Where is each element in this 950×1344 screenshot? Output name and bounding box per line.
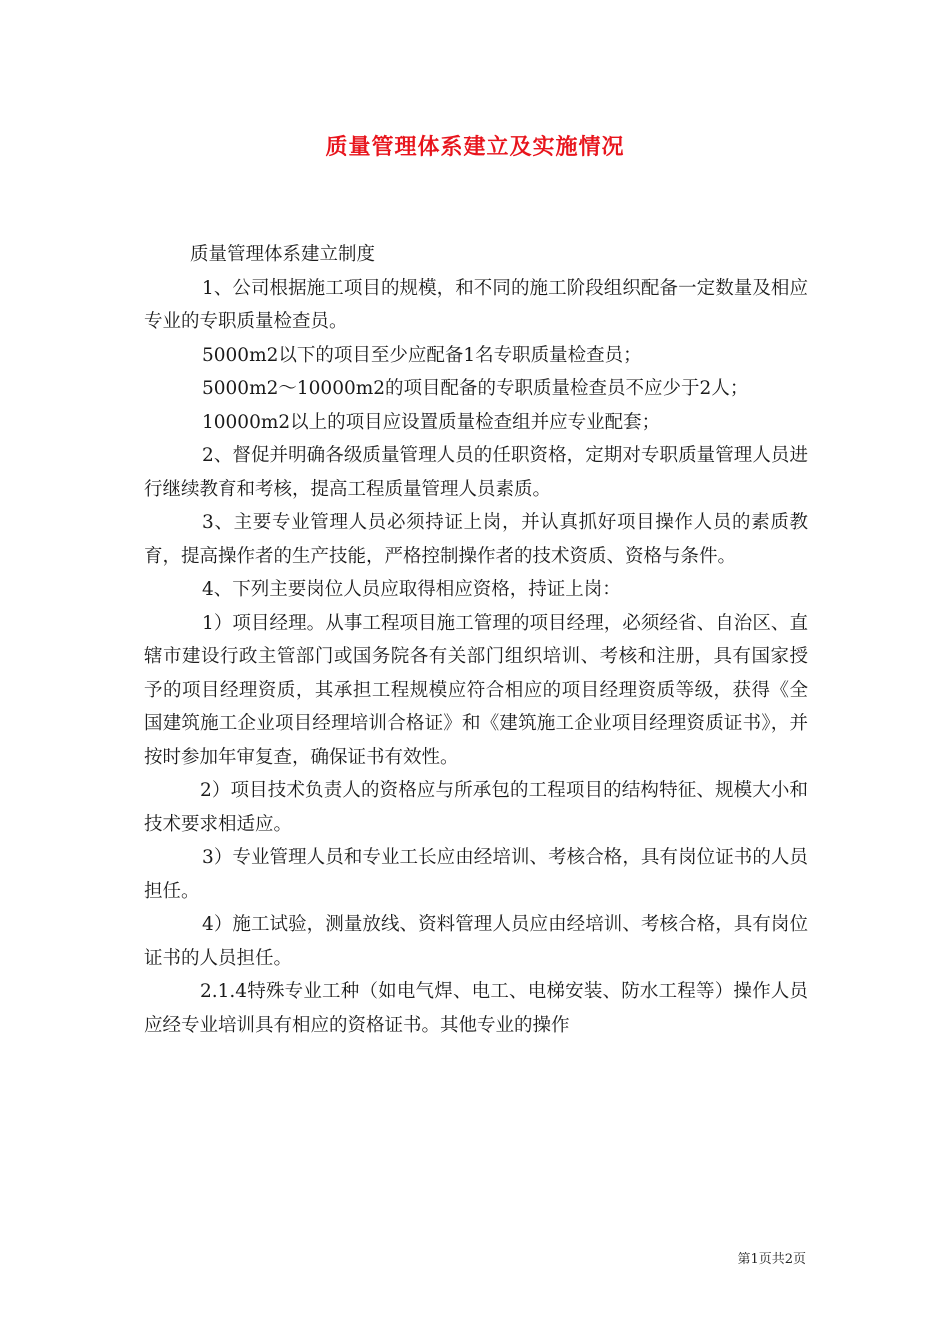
paragraph: 2.1.4特殊专业工种（如电气焊、电工、电梯安装、防水工程等）操作人员应经专业培训具有相应的资格证书。其他专业的操作 xyxy=(144,981,808,1036)
page-number: 第1页共2页 xyxy=(737,1252,806,1267)
paragraph-heading: 质量管理体系建立制度 xyxy=(190,244,376,265)
paragraph: 1、公司根据施工项目的规模，和不同的施工阶段组织配备一定数量及相应专业的专职质量检查员。 xyxy=(144,277,808,332)
paragraph: 2、督促并明确各级质量管理人员的任职资格，定期对专职质量管理人员进行继续教育和考核，提高工程质量管理人员素质。 xyxy=(144,445,808,500)
paragraph: 5000m2以下的项目至少应配备1名专职质量检查员； xyxy=(202,344,642,366)
paragraph: 3、主要专业管理人员必须持证上岗，并认真抓好项目操作人员的素质教育，提高操作者的生产技能，严格控制操作者的技术资质、资格与条件。 xyxy=(144,512,808,567)
document-body xyxy=(144,238,808,1042)
paragraph: 4）施工试验，测量放线、资料管理人员应由经培训、考核合格，具有岗位证书的人员担任。 xyxy=(144,914,808,969)
paragraph: 3）专业管理人员和专业工长应由经培训、考核合格，具有岗位证书的人员担任。 xyxy=(144,847,808,902)
paragraph: 4、下列主要岗位人员应取得相应资格，持证上岗： xyxy=(202,579,621,600)
paragraph: 5000m2～10000m2的项目配备的专职质量检查员不应少于2人； xyxy=(202,378,749,399)
paragraph: 2）项目技术负责人的资格应与所承包的工程项目的结构特征、规模大小和技术要求相适应。 xyxy=(144,780,808,835)
paragraph: 10000m2以上的项目应设置质量检查组并应专业配套； xyxy=(202,411,661,433)
paragraph: 1）项目经理。从事工程项目施工管理的项目经理，必须经省、自治区、直辖市建设行政主管部门或国务院各有关部门组织培训、考核和注册，具有国家授予的项目经理资质，其承担工程规模应符合相应的项目经理资质等级，获得《全国建筑施工企业项目经理培训合格证》和《建筑施工企业项目经理资质证书》，并按时参加年审复查，确保证书有效性。 xyxy=(144,612,808,768)
document-title: 质量管理体系建立及实施情况 xyxy=(325,134,625,160)
